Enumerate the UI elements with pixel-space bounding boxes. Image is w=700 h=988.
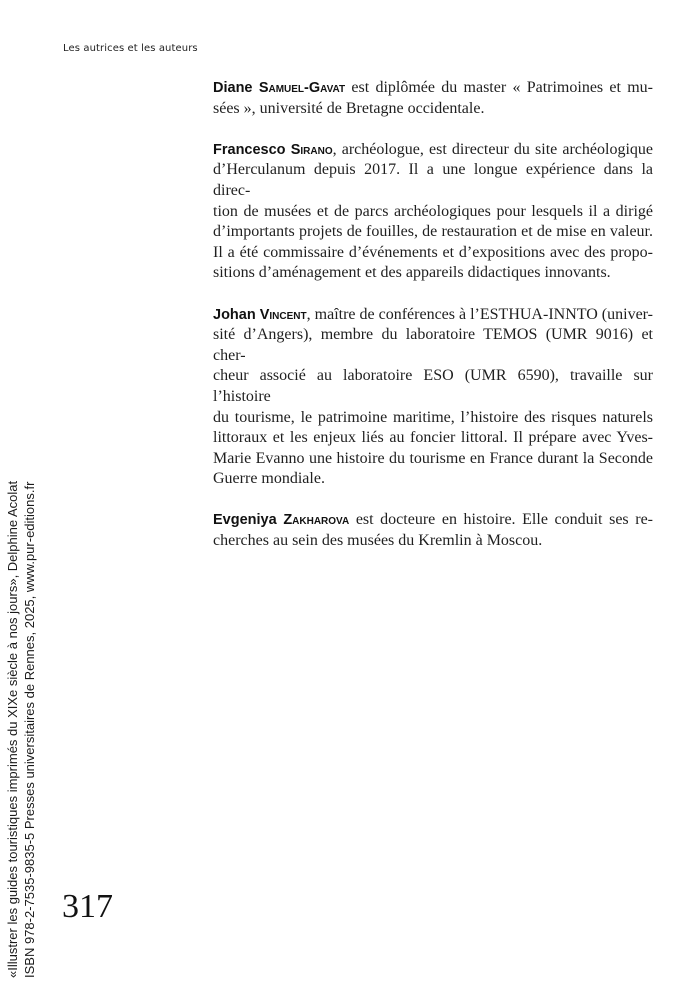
author-name: Diane Samuel-Gavat xyxy=(213,80,346,96)
copyright-side-note xyxy=(4,481,38,978)
author-name: Johan Vincent xyxy=(213,306,307,323)
contributors-list xyxy=(213,78,653,572)
bio-johan-vincent: Johan Vincent, maître de conférences à l’ESTHUA-INNTO (univer- sité d’Angers), membre du laboratoire TEMOS (UMR 9016) et cher- cheur associé au laboratoire ESO (UMR 6590), travaille sur l’histoire du tourisme, le patrimoine maritime, l’histoire des risques naturels littoraux et les enjeux liés au foncier littoral. Il prépare avec Yves- Marie Evanno une histoire du tourisme en France durant la Seconde Guerre mondiale. xyxy=(213,305,653,488)
author-name: Francesco Sirano xyxy=(213,141,333,158)
bio-francesco-sirano: Francesco Sirano, archéologue, est directeur du site archéologique d’Herculanum depuis 2017. Il a une longue expérience dans la direc- tion de musées et de parcs archéologiques pour lesquels il a dirigé d’importants projets de fouilles, de restauration et de mise en valeur. Il a été commissaire d’événements et d’expositions avec des propo- sitions d’aménagement et des appareils didactiques innovants. xyxy=(213,140,653,282)
author-name: Evgeniya Zakharova xyxy=(213,512,350,529)
side-note-isbn: ISBN 978-2-7535-9835-5 Presses universitaires de Rennes, 2025, www.pur-editions.fr xyxy=(22,481,37,978)
side-note-title: «Illustrer les guides touristiques imprimés du XIXe siècle à nos jours», Delphine Acolat xyxy=(5,480,20,978)
bio-diane-samuel-gavat: Diane Samuel-Gavat est diplômée du master « Patrimoines et mu- sées », université de Bretagne occidentale. xyxy=(213,79,654,117)
page-number: 317 xyxy=(62,888,113,925)
running-head: Les autrices et les auteurs xyxy=(63,43,198,54)
bio-evgeniya-zakharova: Evgeniya Zakharova est docteure en histoire. Elle conduit ses re- cherches au sein des musées du Kremlin à Moscou. xyxy=(213,511,654,550)
